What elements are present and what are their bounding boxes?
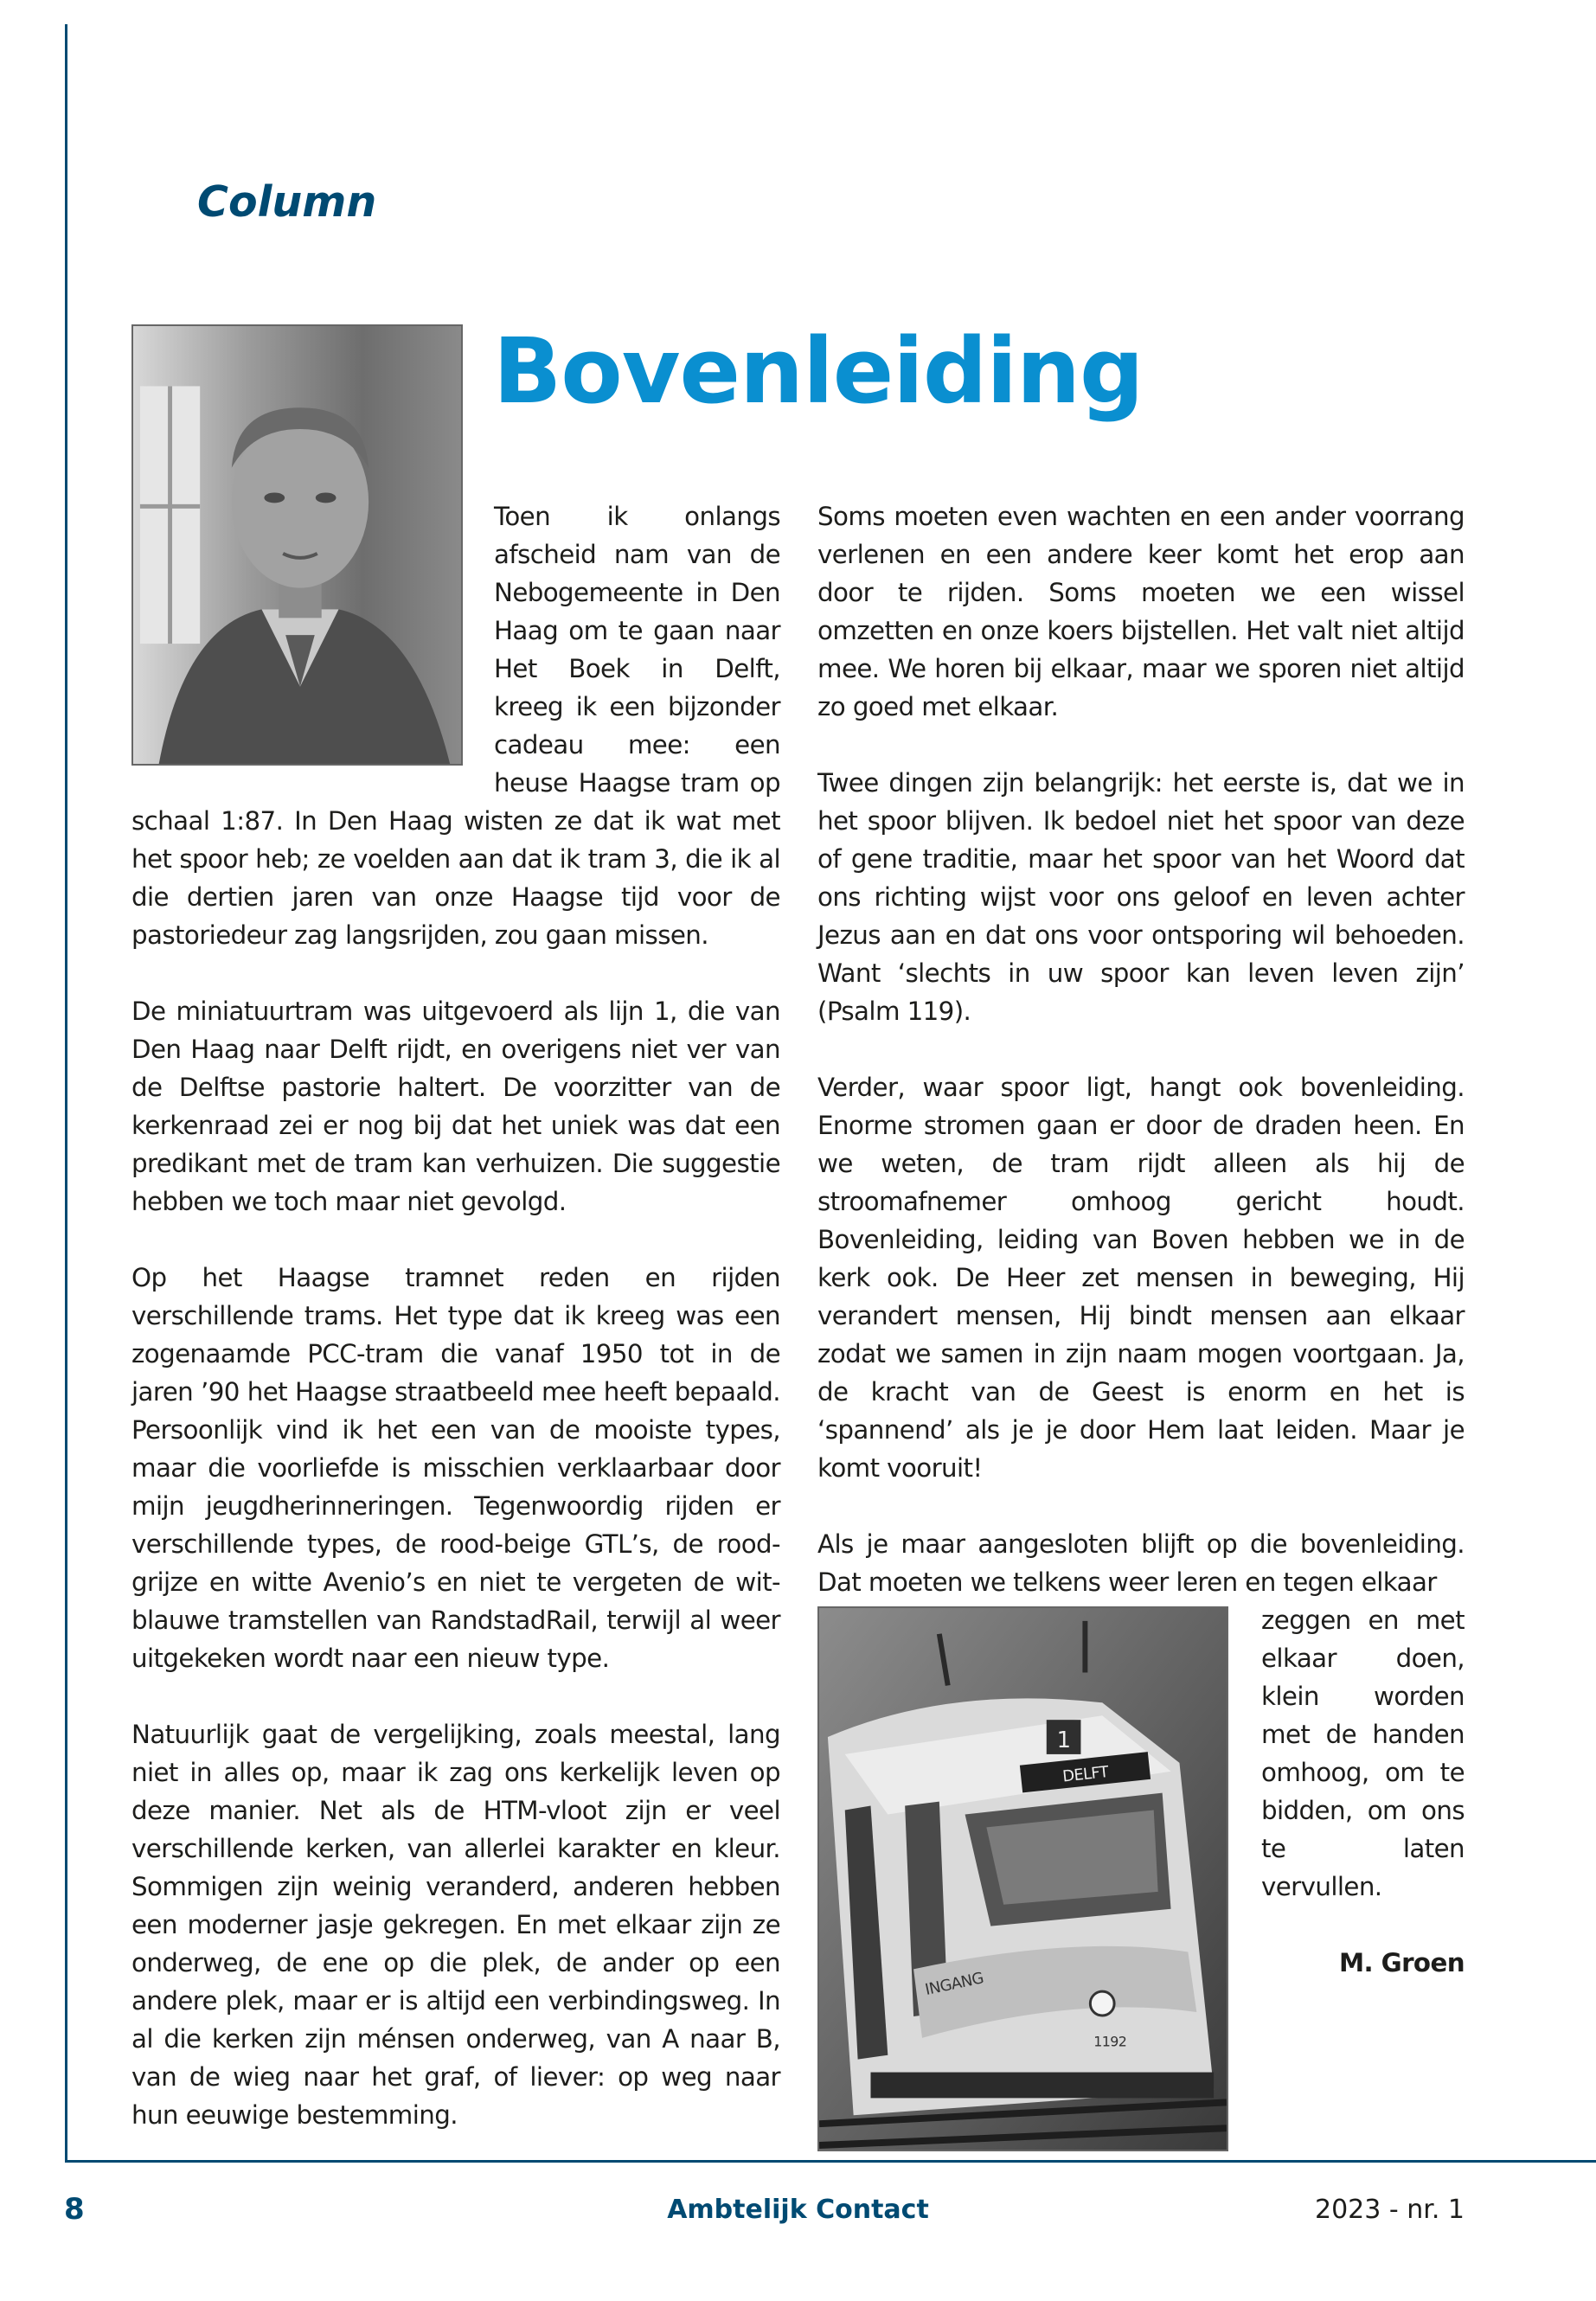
closing-text-start: Als je maar aangesloten blijft op die bovenleiding. Dat moeten we telkens weer leren en tegen elkaar [817, 1529, 1465, 1597]
issue-label: 2023 - nr. 1 [1315, 2195, 1465, 2225]
article-title: Bovenleiding [493, 318, 1144, 424]
right-column [817, 497, 1465, 2151]
paragraph: Toen ik onlangs afscheid nam van de Nebogemeente in Den Haag om te gaan naar Het Boek in Delft, kreeg ik een bijzonder cadeau mee: een heuse Haagse tram op schaal 1:87. In Den Haag wisten ze dat ik wat met het spoor heb; ze voelden aan dat ik tram 3, die ik al die dertien jaren van onze Haagse tijd voor de pastoriedeur zag langsrijden, zou gaan missen. [131, 502, 780, 950]
left-rule [65, 24, 67, 2161]
paragraph: Soms moeten even wachten en een ander voorrang verlenen en een andere keer komt het erop aan door te rijden. Soms moeten we een wissel omzetten en onze koers bijstellen. Het valt niet altijd mee. We horen bij elkaar, maar we sporen niet altijd zo goed met elkaar. [817, 502, 1465, 721]
section-label: Column [197, 177, 377, 227]
tram-side-text: INGANG [923, 1969, 985, 2000]
closing-text-end: zeggen en met elkaar doen, klein worden met de handen omhoog, om te bidden, om ons te laten vervullen. [1261, 1606, 1465, 1901]
tram-photo [817, 1606, 1228, 2151]
tram-line-number: 1 [1056, 1727, 1071, 1753]
paragraph: De miniatuurtram was uitgevoerd als lijn 1, die van Den Haag naar Delft rijdt, en overigens niet ver van de Delftse pastorie haltert. De voorzitter van de kerkenraad zei er nog bij dat het uniek was dat een predikant met de tram kan verhuizen. Die suggestie hebben we toch maar niet gevolgd. [131, 997, 780, 1216]
author-signature: M. Groen [1338, 1948, 1465, 1977]
tram-fleet-number: 1192 [1093, 2033, 1127, 2050]
paragraph: Twee dingen zijn belangrijk: het eerste is, dat we in het spoor blijven. Ik bedoel niet het spoor van deze of gene traditie, maar het spoor van het Woord dat ons richting wijst voor ons geloof en leven achter Jezus aan en dat ons voor ontsporing wil behoeden. Want ‘slechts in uw spoor kan leven leven zijn’ (Psalm 119). [817, 768, 1465, 1026]
closing-paragraph [817, 1525, 1465, 2050]
left-column [131, 497, 780, 2134]
author-photo [131, 324, 463, 766]
paragraph: Natuurlijk gaat de vergelijking, zoals meestal, lang niet in alles op, maar ik zag ons kerkelijk leven op deze manier. Net als de HTM-vloot zijn er veel verschillende kerken, van allerlei karakter en kleur. Sommigen zijn weinig veranderd, anderen hebben een moderner jasje gekregen. En met elkaar zijn ze onderweg, de ene op die plek, de ander op een andere plek, maar er is altijd een verbindingsweg. In al die kerken zijn ménsen onderweg, van A naar B, van de wieg naar het graf, of liever: op weg naar hun eeuwige bestemming. [131, 1720, 780, 2130]
magazine-name: Ambtelijk Contact [667, 2195, 929, 2225]
tram-destination-sign: DELFT [1061, 1762, 1110, 1786]
footer-rule [65, 2160, 1596, 2163]
paragraph: Verder, waar spoor ligt, hangt ook bovenleiding. Enorme stromen gaan er door de draden heen. En we weten, de tram rijdt alleen als hij de stroomafnemer omhoog gericht houdt. Bovenleiding, leiding van Boven hebben we in de kerk ook. De Heer zet mensen in beweging, Hij verandert mensen, Hij bindt mensen aan elkaar zodat we samen in zijn naam mogen voortgaan. Ja, de kracht van de Geest is enorm en het is ‘spannend’ als je je door Hem laat leiden. Maar je komt vooruit! [817, 1073, 1465, 1483]
page-number: 8 [64, 2192, 85, 2227]
paragraph: Op het Haagse tramnet reden en rijden verschillende trams. Het type dat ik kreeg was een zogenaamde PCC-tram die vanaf 1950 tot in de jaren ’90 het Haagse straatbeeld mee heeft bepaald. Persoonlijk vind ik het een van de mooiste types, maar die voorliefde is misschien verklaarbaar door mijn jeugdherinneringen. Tegenwoordig rijden er verschillende types, de rood-beige GTL’s, de rood-grijze en witte Avenio’s en niet te vergeten de wit-blauwe tramstellen van RandstadRail, terwijl al weer uitgekeken wordt naar een nieuw type. [131, 1263, 780, 1673]
